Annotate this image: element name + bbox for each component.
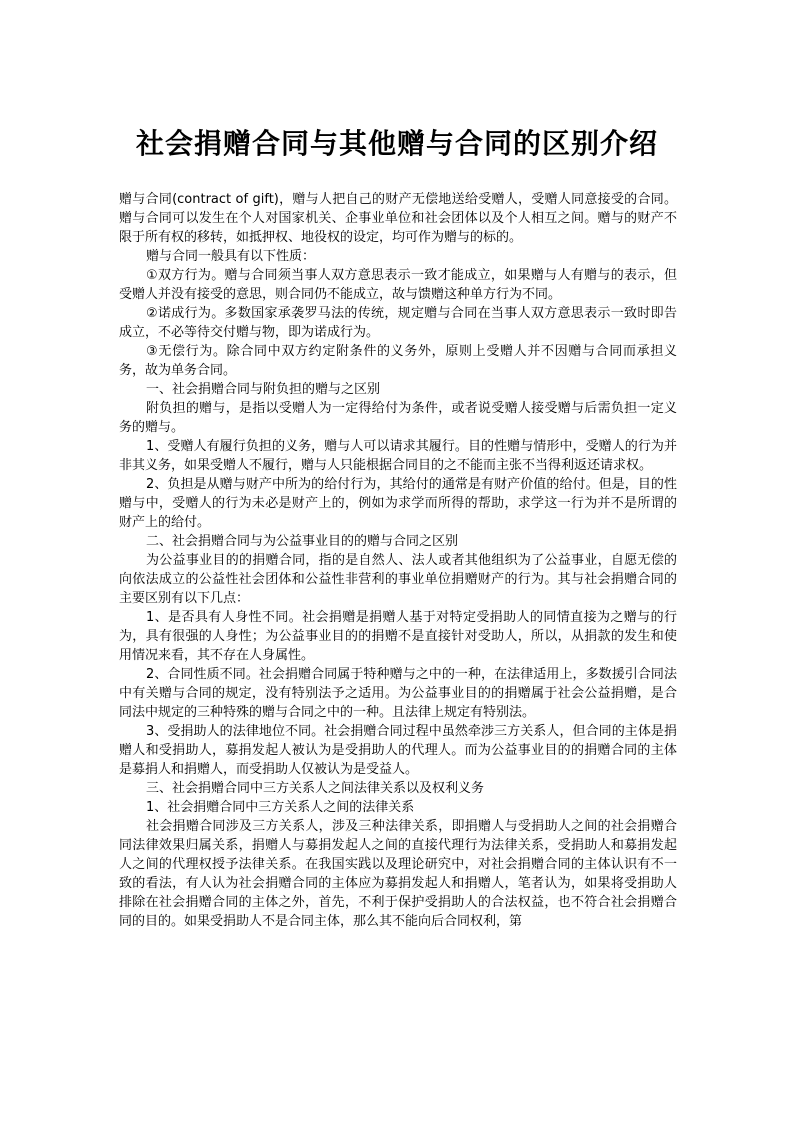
page-title: 社会捐赠合同与其他赠与合同的区别介绍 (135, 127, 658, 160)
paragraph: 3、受捐助人的法律地位不同。社会捐赠合同过程中虽然牵涉三方关系人，但合同的主体是捐赠人和受捐助人，募捐发起人被认为是受捐助人的代理人。而为公益事业目的的捐赠合同的主体是募捐人和捐赠人，而受捐助人仅被认为是受益人。 (119, 724, 677, 777)
paragraph: 附负担的赠与，是指以受赠人为一定得给付为条件，或者说受赠人接受赠与后需负担一定义务的赠与。 (119, 401, 677, 435)
paragraph: 为公益事业目的的捐赠合同，指的是自然人、法人或者其他组织为了公益事业，自愿无偿的向依法成立的公益性社会团体和公益性非营利的事业单位捐赠财产的行为。其与社会捐赠合同的主要区别有以下几点： (119, 553, 677, 606)
paragraph: 1、受赠人有履行负担的义务，赠与人可以请求其履行。目的性赠与情形中，受赠人的行为并非其义务，如果受赠人不履行，赠与人只能根据合同目的之不能而主张不当得利返还请求权。 (119, 439, 677, 473)
paragraph: 赠与合同(contract of gift)，赠与人把自己的财产无偿地送给受赠人，受赠人同意接受的合同。赠与合同可以发生在个人对国家机关、企事业单位和社会团体以及个人相互之间。赠与的财产不限于所有权的移转，如抵押权、地役权的设定，均可作为赠与的标的。 (119, 192, 677, 245)
paragraph: 1、是否具有人身性不同。社会捐赠是捐赠人基于对特定受捐助人的同情直接为之赠与的行为，具有很强的人身性；为公益事业目的的捐赠不是直接针对受助人，所以，从捐款的发生和使用情况来看，其不存在人身属性。 (119, 610, 677, 663)
paragraph: 2、合同性质不同。社会捐赠合同属于特种赠与之中的一种，在法律适用上，多数援引合同法中有关赠与合同的规定，没有特别法予之适用。为公益事业目的的捐赠属于社会公益捐赠，是合同法中规定的三种特殊的赠与合同之中的一种。且法律上规定有特别法。 (119, 667, 677, 720)
paragraph: ③无偿行为。除合同中双方约定附条件的义务外，原则上受赠人并不因赠与合同而承担义务，故为单务合同。 (119, 344, 677, 378)
paragraph: 赠与合同一般具有以下性质： (146, 249, 316, 264)
paragraph: 2、负担是从赠与财产中所为的给付行为，其给付的通常是有财产价值的给付。但是，目的性赠与中，受赠人的行为未必是财产上的，例如为求学而所得的帮助，求学这一行为并不是所谓的财产上的给付。 (119, 477, 677, 530)
subsection-heading: 1、社会捐赠合同中三方关系人之间的法律关系 (146, 800, 415, 815)
paragraph: ①双方行为。赠与合同须当事人双方意思表示一致才能成立，如果赠与人有赠与的表示，但受赠人并没有接受的意思，则合同仍不能成立，故与馈赠这种单方行为不同。 (119, 268, 677, 302)
paragraph: 社会捐赠合同涉及三方关系人，涉及三种法律关系，即捐赠人与受捐助人之间的社会捐赠合同法律效果归属关系，捐赠人与募捐发起人之间的直接代理行为法律关系，受捐助人和募捐发起人之间的代理权授予法律关系。在我国实践以及理论研究中，对社会捐赠合同的主体认识有不一致的看法，有人认为社会捐赠合同的主体应为募捐发起人和捐赠人，笔者认为，如果将受捐助人排除在社会捐赠合同的主体之外，首先，不利于保护受捐助人的合法权益，也不符合社会捐赠合同的目的。如果受捐助人不是合同主体，那么其不能向后合同权利，第 (119, 819, 677, 929)
section-heading: 一、社会捐赠合同与附负担的赠与之区别 (146, 382, 381, 397)
document-body (119, 190, 677, 931)
section-heading: 二、社会捐赠合同与为公益事业目的的赠与合同之区别 (146, 534, 459, 549)
paragraph: ②诺成行为。多数国家承袭罗马法的传统，规定赠与合同在当事人双方意思表示一致时即告成立，不必等待交付赠与物，即为诺成行为。 (119, 306, 677, 340)
section-heading: 三、社会捐赠合同中三方关系人之间法律关系以及权利义务 (146, 781, 485, 796)
